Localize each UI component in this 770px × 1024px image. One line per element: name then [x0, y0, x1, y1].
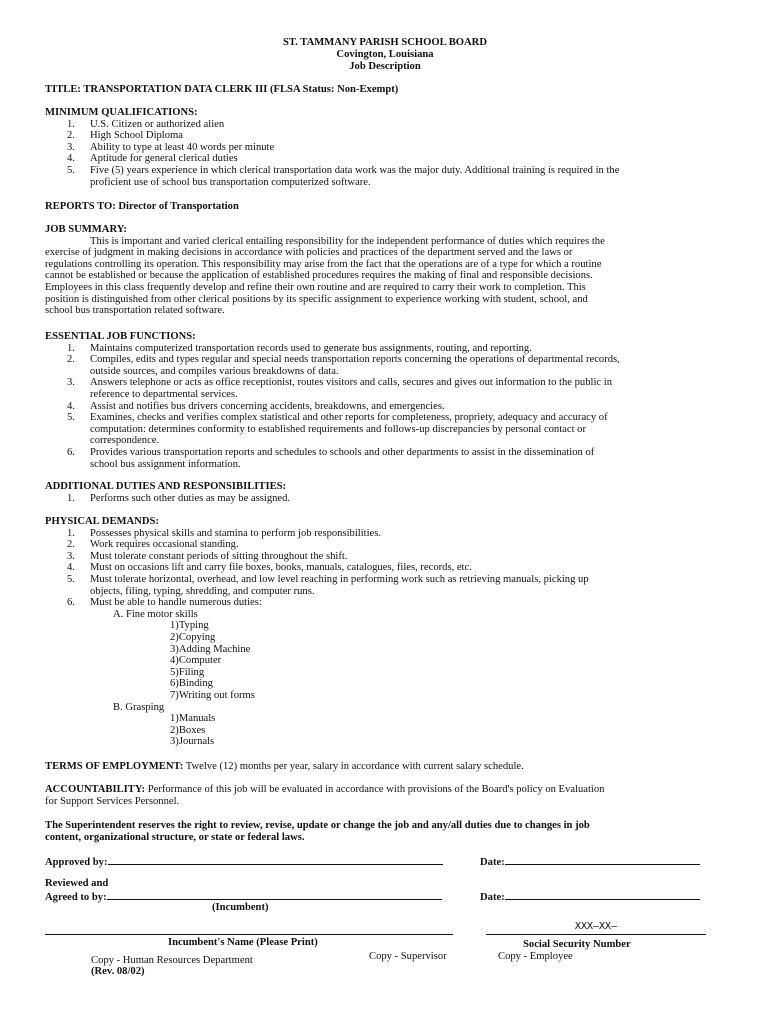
item-number: 1.: [67, 118, 75, 130]
item-number: 5.: [67, 164, 75, 176]
item-text: Provides various transportation reports and schedules to schools and other departments to assist in the dissemination of: [90, 446, 595, 458]
essential-functions-section: [45, 331, 725, 470]
job-summary-section: [45, 224, 725, 317]
min-qualifications-section: [45, 107, 725, 188]
summary-line: position is distinguished from other clerical positions by its specific assignment to experience working with student, school, and: [45, 293, 588, 305]
item-text: Maintains computerized transportation records used to generate bus assignments, routing, and reporting.: [90, 342, 532, 354]
item-text: Compiles, edits and types regular and special needs transportation reports concerning the operations of departmental records,: [90, 354, 620, 366]
item-text: reference to departmental services.: [90, 388, 238, 400]
grasping-list: [45, 713, 725, 748]
item-number: 6.: [67, 446, 75, 458]
item-text: Must tolerate horizontal, overhead, and low level reaching in performing work such as retrieving manuals, picking up: [90, 573, 589, 585]
essential-function-item: [45, 412, 725, 447]
physical-demand-item: [45, 528, 725, 540]
essential-function-item: [45, 377, 725, 400]
item-number: 6.: [67, 597, 75, 609]
summary-line: Employees in this class frequently develop and refine their own routine and are required to carry their work to completion. This: [45, 281, 586, 293]
physical-demand-item: [45, 597, 725, 609]
min-qualification-item: [45, 119, 725, 131]
terms-label: TERMS OF EMPLOYMENT:: [45, 761, 184, 772]
item-text: Five (5) years experience in which clerical transportation data work was the major duty. Additional training is required in the: [90, 164, 620, 176]
fine-motor-list: [45, 620, 725, 701]
essential-function-item: [45, 447, 725, 470]
essential-functions-heading: ESSENTIAL JOB FUNCTIONS:: [45, 331, 196, 342]
min-qualification-item: [45, 153, 725, 165]
physical-demand-item: [45, 562, 725, 574]
accountability-text: Performance of this job will be evaluated in accordance with provisions of the Board's policy on Evaluation: [145, 784, 605, 795]
reviewed-label: Reviewed and: [45, 878, 109, 889]
essential-functions-list: [45, 343, 725, 471]
item-number: 4.: [67, 153, 75, 165]
reserve-line-2: content, organizational structure, or state or federal laws.: [45, 831, 305, 843]
fine-motor-skill: 3)Adding Machine: [170, 643, 251, 655]
item-text: Examines, checks and verifies complex statistical and other reports for completeness, propriety, adequacy and accuracy of: [90, 412, 608, 424]
item-text: correspondence.: [90, 435, 160, 447]
accountability-text-2: for Support Services Personnel.: [45, 795, 180, 807]
item-text: Assist and notifies bus drivers concerning accidents, breakdowns, and emergencies.: [90, 400, 445, 412]
ssn-value: XXX–XX–: [574, 921, 618, 932]
fine-motor-skill: 7)Writing out forms: [170, 689, 255, 701]
grasping-item: 3)Journals: [170, 736, 215, 748]
date-label-1: Date:: [480, 857, 505, 868]
physical-demand-item: [45, 574, 725, 597]
item-number: 2.: [67, 354, 75, 366]
fine-motor-skill: 1)Typing: [170, 620, 209, 632]
item-text: Answers telephone or acts as office receptionist, routes visitors and calls, secures and gives out information to the public in: [90, 377, 613, 389]
item-text: school bus assignment information.: [90, 458, 241, 470]
item-text: Ability to type at least 40 words per minute: [90, 141, 275, 153]
summary-line: school bus transportation related software.: [45, 305, 225, 317]
job-title: TITLE: TRANSPORTATION DATA CLERK III (FLSA Status: Non-Exempt): [45, 84, 399, 95]
fine-motor-skill: 4)Computer: [170, 655, 222, 667]
date-field-2[interactable]: [480, 890, 700, 903]
date-line-2[interactable]: [505, 890, 700, 900]
ssn-field[interactable]: [486, 922, 706, 935]
incumbent-name-label: Incumbent's Name (Please Print): [168, 937, 318, 948]
item-number: 4.: [67, 562, 75, 574]
physical-demand-item: [45, 539, 725, 551]
terms-text: Twelve (12) months per year, salary in accordance with current salary schedule.: [183, 761, 524, 772]
physical-demand-item: [45, 551, 725, 563]
fine-motor-skill: 6)Binding: [170, 678, 213, 690]
item-number: 3.: [67, 377, 75, 389]
min-qualifications-heading: MINIMUM QUALIFICATIONS:: [45, 107, 198, 118]
grasping-item: 1)Manuals: [170, 713, 216, 725]
item-number: 5.: [67, 412, 75, 424]
copy-supervisor: Copy - Supervisor: [369, 951, 447, 962]
item-text: U.S. Citizen or authorized alien: [90, 118, 225, 130]
item-text: Performs such other duties as may be assigned.: [90, 492, 291, 504]
item-text: Work requires occasional standing.: [90, 539, 239, 551]
approved-by-line[interactable]: [108, 855, 443, 865]
item-number: 2.: [67, 130, 75, 142]
item-number: 5.: [67, 573, 75, 585]
essential-function-item: [45, 343, 725, 355]
item-text: Possesses physical skills and stamina to perform job responsibilities.: [90, 527, 382, 539]
incumbent-label: (Incumbent): [212, 902, 269, 913]
item-text: outside sources, and compiles various breakdowns of data.: [90, 365, 339, 377]
item-number: 1.: [67, 527, 75, 539]
additional-duties-section: [45, 481, 725, 504]
item-number: 1.: [67, 492, 75, 504]
accountability: [45, 784, 725, 807]
job-summary-heading: JOB SUMMARY:: [45, 224, 127, 235]
item-number: 2.: [67, 539, 75, 551]
min-qualification-item: [45, 165, 725, 188]
copy-hr: Copy - Human Resources Department: [91, 955, 253, 966]
ssn-label: Social Security Number: [523, 939, 631, 950]
summary-line: exercise of judgment in making decisions in accordance with policies and practices of the department served and the laws or: [45, 247, 573, 259]
copy-employee: Copy - Employee: [498, 951, 573, 962]
item-number: 1.: [67, 342, 75, 354]
additional-duty-item: [45, 493, 725, 505]
approved-by-field[interactable]: [45, 855, 443, 868]
org-location: Covington, Louisiana: [336, 49, 434, 60]
physical-demands-list: [45, 528, 725, 609]
physical-demands-heading: PHYSICAL DEMANDS:: [45, 516, 159, 527]
accountability-label: ACCOUNTABILITY:: [45, 784, 146, 795]
date-field-1[interactable]: [480, 855, 700, 868]
item-text: Must be able to handle numerous duties:: [90, 597, 262, 609]
item-text: High School Diploma: [90, 130, 183, 142]
date-label-2: Date:: [480, 892, 505, 903]
item-number: 3.: [67, 141, 75, 153]
fine-motor-skill: 2)Copying: [170, 631, 216, 643]
item-number: 4.: [67, 400, 75, 412]
doc-type: Job Description: [349, 61, 421, 72]
essential-function-item: [45, 354, 725, 377]
reserve-line-1: The Superintendent reserves the right to review, revise, update or change the job and any/all duties due to changes in job: [45, 820, 590, 831]
essential-function-item: [45, 401, 725, 413]
item-text: proficient use of school bus transportation computerized software.: [90, 176, 371, 188]
min-qualifications-list: [45, 119, 725, 189]
incumbent-name-line[interactable]: [45, 926, 453, 935]
fine-motor-skill: 5)Filing: [170, 666, 205, 678]
job-summary-text: [45, 236, 725, 317]
item-text: Must on occasions lift and carry file boxes, books, manuals, catalogues, files, records, etc.: [90, 562, 472, 574]
summary-line: regulations controlling its operation. This responsibility may arise from the fact that the operations are of a type for which a routine: [45, 258, 602, 270]
summary-line: This is important and varied clerical entailing responsibility for the independent performance of duties which requires the: [90, 235, 605, 247]
additional-duties-list: [45, 493, 725, 505]
item-text: objects, filing, typing, shredding, and computer runs.: [90, 585, 315, 597]
item-text: Aptitude for general clerical duties: [90, 153, 238, 165]
grasping-heading: B. Grasping: [113, 701, 165, 713]
date-line-1[interactable]: [505, 855, 700, 865]
summary-line: cannot be established or because the application of established procedures requires the making of final and responsible decisions.: [45, 270, 593, 282]
agreed-by-line[interactable]: [107, 890, 442, 900]
terms-of-employment: [45, 761, 725, 773]
min-qualification-item: [45, 130, 725, 142]
item-text: Must tolerate constant periods of sitting throughout the shift.: [90, 550, 348, 562]
reports-to: REPORTS TO: Director of Transportation: [45, 201, 239, 212]
min-qualification-item: [45, 142, 725, 154]
additional-duties-heading: ADDITIONAL DUTIES AND RESPONSIBILITIES:: [45, 481, 287, 492]
agreed-by-label: Agreed to by:: [45, 892, 107, 903]
grasping-item: 2)Boxes: [170, 724, 206, 736]
physical-demands-section: [45, 516, 725, 748]
fine-motor-heading: A. Fine motor skills: [113, 608, 198, 620]
org-name: ST. TAMMANY PARISH SCHOOL BOARD: [283, 37, 487, 48]
item-text: computation: determines conformity to established requirements and follows-up discrepancies by personal contact or: [90, 423, 586, 435]
approved-by-label: Approved by:: [45, 857, 108, 868]
revision: (Rev. 08/02): [91, 966, 145, 977]
superintendent-reserve: [45, 820, 725, 843]
item-number: 3.: [67, 550, 75, 562]
